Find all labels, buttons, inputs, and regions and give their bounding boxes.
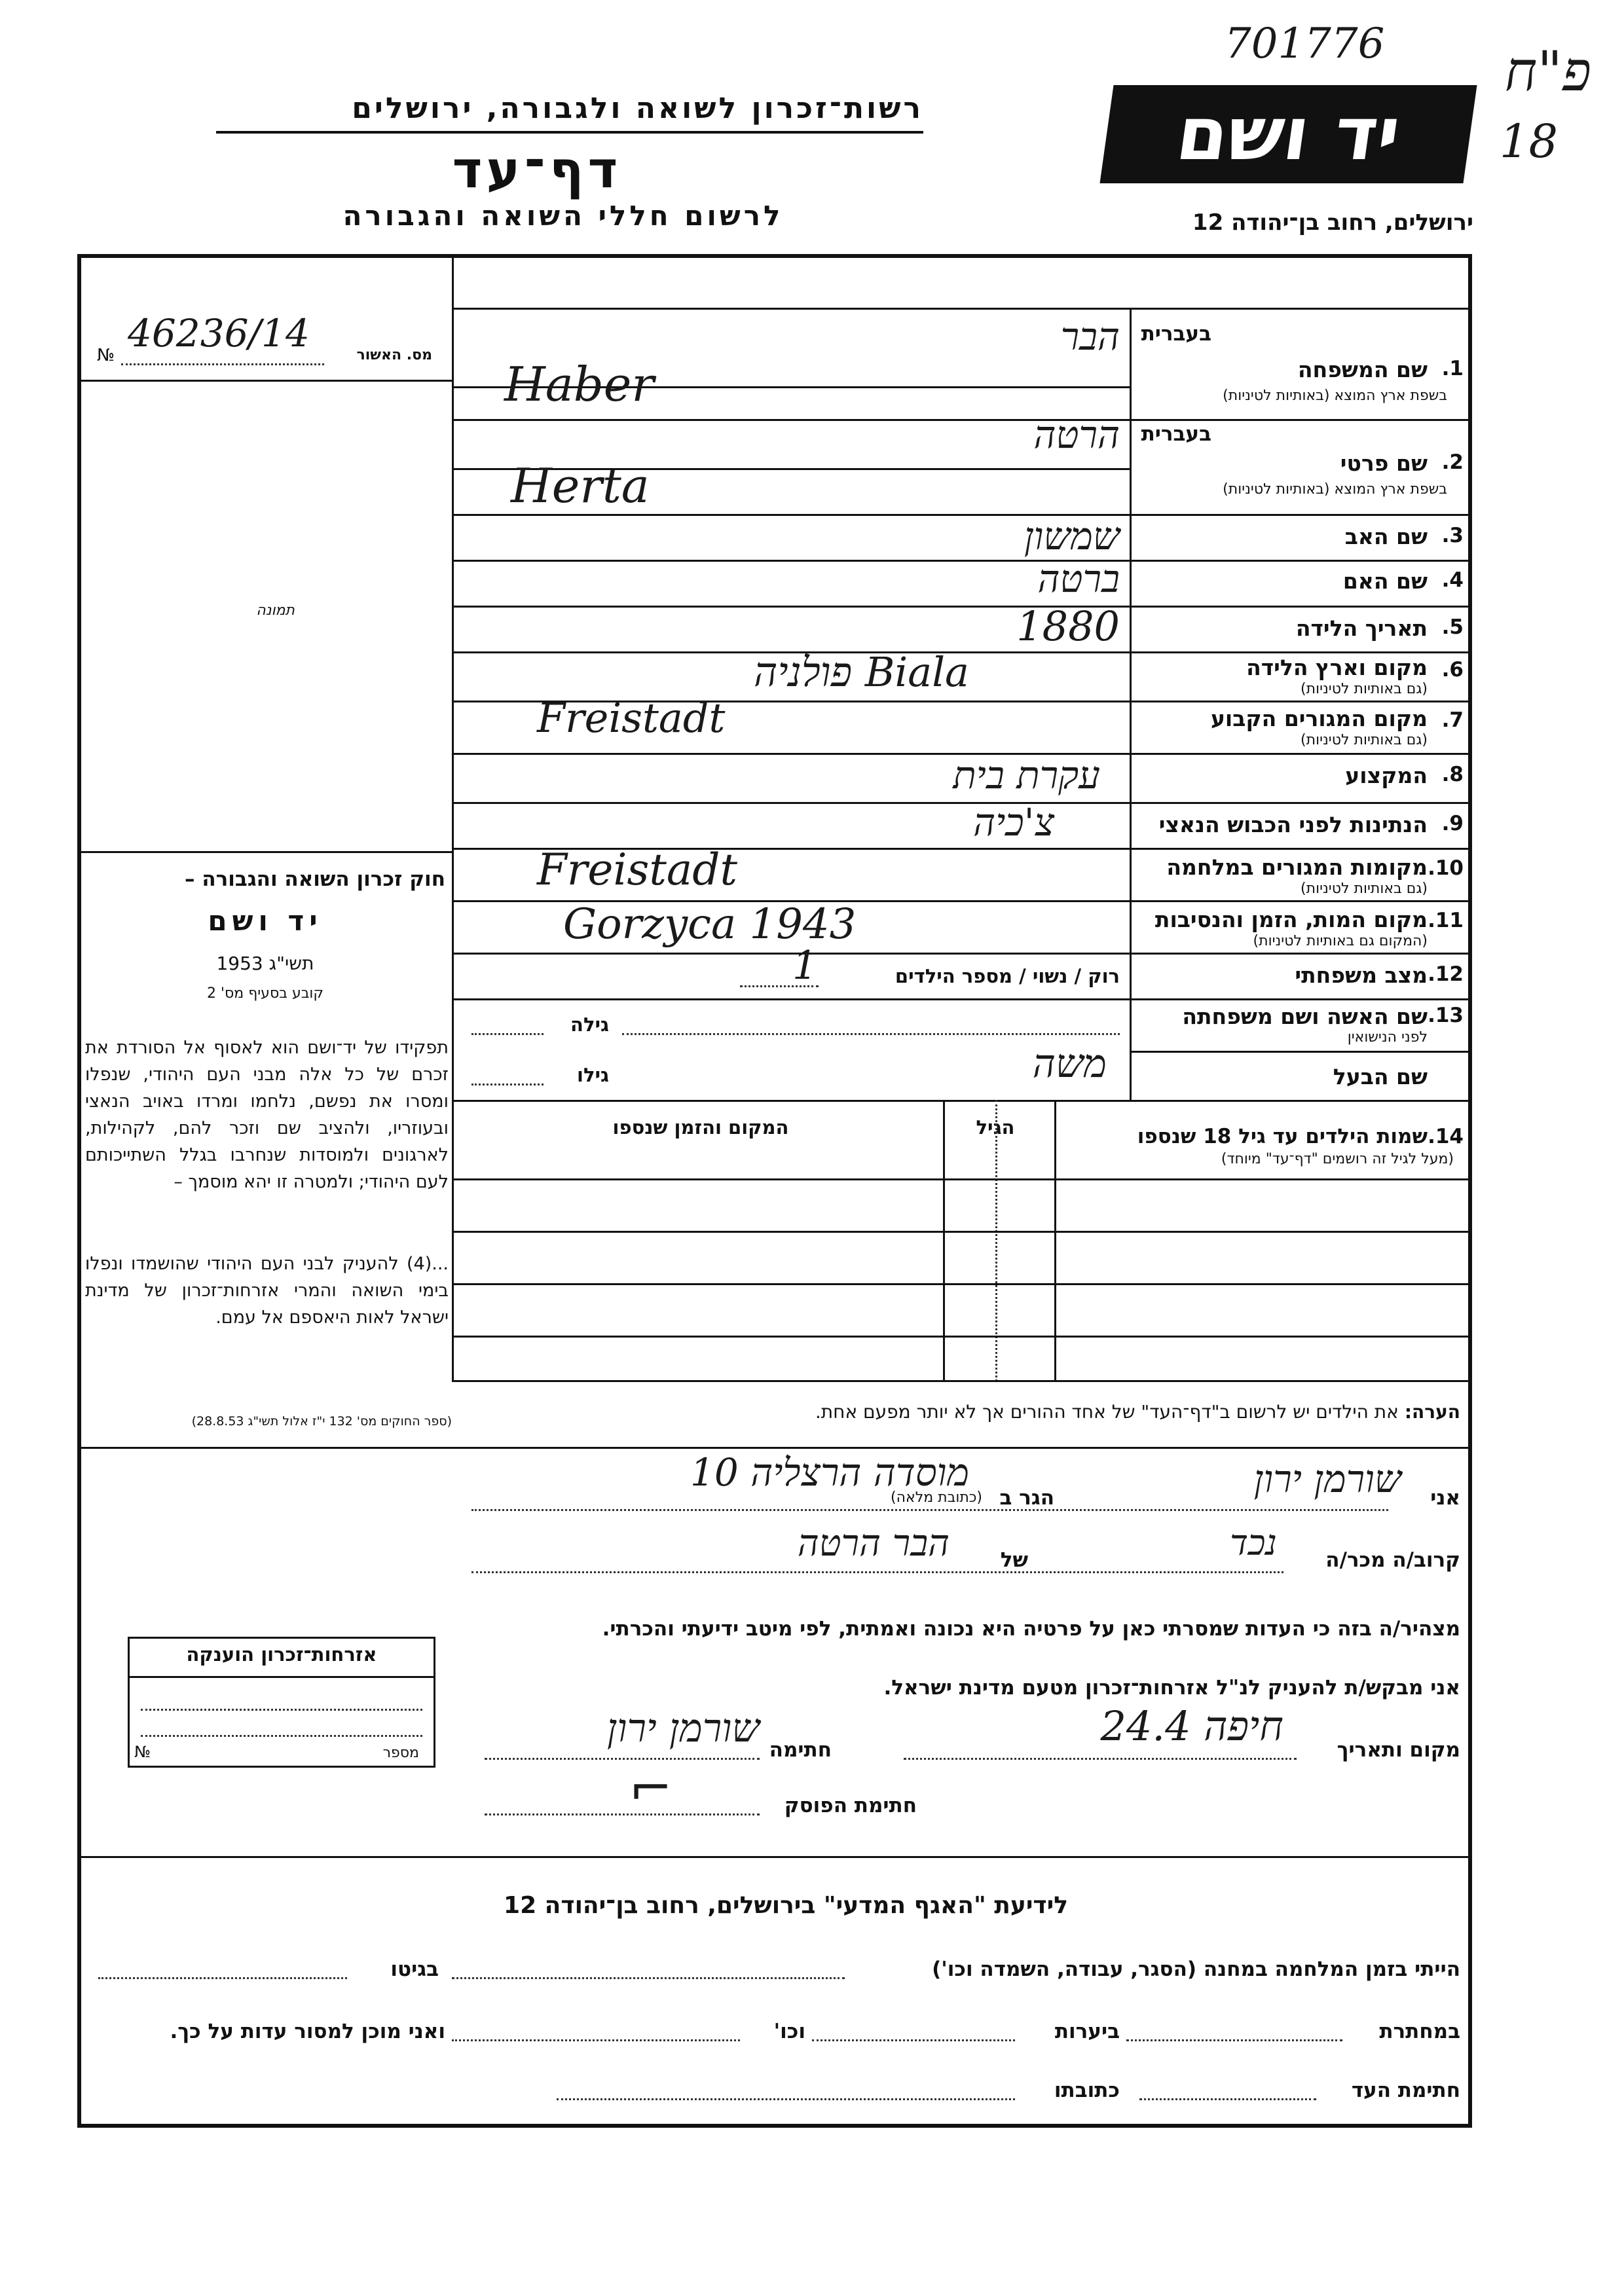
signature-value: שורמן ירון bbox=[606, 1705, 760, 1751]
footer-line-1-dots-2 bbox=[98, 1977, 347, 1979]
authority-line: רשות־זכרון לשואה ולגבורה, ירושלים bbox=[352, 92, 923, 125]
footer-line-2-dots-b bbox=[812, 2039, 1015, 2041]
row6-label: מקום וארץ הלידה bbox=[1246, 655, 1428, 680]
row11-bottom bbox=[452, 953, 1472, 955]
footer-line-2-d: ואני מוכן למסור עדות על כך. bbox=[170, 2020, 445, 2043]
footer-top-line bbox=[77, 1856, 1472, 1858]
address-value: מוסדה הרצליה 10 bbox=[690, 1450, 969, 1495]
children-line-1 bbox=[452, 1231, 1472, 1233]
footer-line-3-dots-b bbox=[557, 2098, 1015, 2100]
row7-label: מקום המגורים הקבוע bbox=[1210, 706, 1428, 731]
place-date-label: מקום ותאריך bbox=[1337, 1738, 1460, 1762]
row7-sub: (גם באותיות לטיניות) bbox=[1301, 732, 1428, 748]
signature-line bbox=[485, 1758, 760, 1760]
label-column-divider bbox=[1130, 308, 1132, 1100]
left-column-divider bbox=[452, 254, 454, 1380]
note-label: הערה: bbox=[1404, 1401, 1460, 1423]
row13-sub: לפני הנישואין bbox=[1347, 1029, 1428, 1046]
row2-hebrew-value: הרטה bbox=[1033, 412, 1120, 457]
row13-label: שם האשה ושם משפחתה bbox=[1182, 1004, 1428, 1029]
children-header-line bbox=[452, 1178, 1472, 1180]
row12-bottom bbox=[452, 998, 1472, 1000]
wife-age-label: גילה bbox=[570, 1013, 609, 1036]
row11-label: מקום המות, הזמן והנסיבות bbox=[1154, 907, 1428, 932]
footer-line-1: הייתי בזמן המלחמה במחנה (הסגר, עבודה, השמדה וכו') bbox=[932, 1958, 1460, 1981]
row14-number: 14. bbox=[1428, 1125, 1464, 1148]
declarant-name-value: שורמן ירון bbox=[1253, 1457, 1401, 1501]
footer-line-2-a: במחתרת bbox=[1379, 2020, 1460, 2043]
footer-line-1-end: בגיטו bbox=[390, 1958, 439, 1981]
corner-note-2: 18 bbox=[1500, 115, 1559, 168]
row6-number: 6. bbox=[1441, 658, 1464, 682]
law-reference: (ספר החוקים מס' 132 י"ז אלול תשי"ג 28.8.53) bbox=[191, 1414, 452, 1429]
children-count-line bbox=[740, 985, 819, 987]
place-date-line bbox=[904, 1758, 1297, 1760]
father-name-value: שמשון bbox=[1024, 514, 1120, 558]
law-year: תשי"ג 1953 bbox=[216, 953, 314, 974]
row8-number: 8. bbox=[1441, 763, 1464, 786]
form-subtitle: לרשום חללי השואה והגבורה bbox=[342, 200, 784, 232]
serial-value: 46236/14 bbox=[128, 311, 310, 355]
photo-box-bottom bbox=[77, 851, 452, 853]
husband-age-line bbox=[471, 1084, 544, 1085]
children-line-2 bbox=[452, 1283, 1472, 1285]
law-name: יד ושם bbox=[208, 905, 323, 937]
row12-number: 12. bbox=[1428, 962, 1464, 986]
serial-label: מס. האשור bbox=[356, 347, 432, 363]
row8-label: המקצוע bbox=[1345, 763, 1428, 788]
footer-line-3-a: חתימת העד bbox=[1351, 2079, 1460, 2102]
children-col-div-3 bbox=[995, 1100, 999, 1381]
children-col-place: המקום והזמן שנספו bbox=[612, 1116, 789, 1139]
children-col-age: הגיל bbox=[976, 1116, 1015, 1139]
residence-value: Freistadt bbox=[537, 694, 726, 742]
row13-bottom bbox=[452, 1100, 1472, 1102]
row2-latin-value: Herta bbox=[511, 458, 650, 513]
footer-line-3-b: כתובתו bbox=[1054, 2079, 1120, 2102]
footer-line-2-c: וכו' bbox=[773, 2020, 805, 2043]
row11-sub: (המקום גם באותיות לטיניות) bbox=[1253, 933, 1428, 949]
citizenship-line-1 bbox=[141, 1709, 422, 1711]
wife-name-line bbox=[622, 1033, 1120, 1035]
row5-number: 5. bbox=[1441, 615, 1464, 639]
relation-line bbox=[471, 1571, 1283, 1573]
officer-signature: ⌐ bbox=[629, 1758, 673, 1819]
declaration-1: מצהיר/ה בזה כי העדות שמסרתי כאן על פרטיה היא נכונה ואמתית, לפי מיטב ידיעתי והכרתי. bbox=[602, 1617, 1460, 1641]
address-line bbox=[471, 1509, 1388, 1511]
declaration-2: אני מבקש/ת להעניק לנ"ל אזרחות־זכרון מטעם מדינת ישראל. bbox=[883, 1676, 1460, 1700]
wife-age-line bbox=[471, 1033, 544, 1035]
row10-sub: (גם באותיות לטיניות) bbox=[1301, 881, 1428, 897]
row14-label: שמות הילדים עד גיל 18 שנספו bbox=[1137, 1125, 1428, 1148]
of-label: של bbox=[1000, 1548, 1028, 1572]
husband-age-label: גילו bbox=[577, 1064, 609, 1086]
serial-box-bottom bbox=[77, 380, 452, 382]
of-value: הבר הרטה bbox=[797, 1522, 950, 1565]
photo-label: תמונה bbox=[256, 602, 295, 619]
children-col-div-2 bbox=[943, 1100, 945, 1381]
row10-number: 10. bbox=[1428, 856, 1464, 880]
law-clause: קובע בסעיף מס' 2 bbox=[206, 985, 324, 1002]
officer-line bbox=[485, 1813, 760, 1815]
row5-label: תאריך הלידה bbox=[1295, 615, 1428, 641]
footer-line-2-b: ביערות bbox=[1054, 2020, 1120, 2043]
profession-value: עקרת בית bbox=[953, 753, 1100, 797]
wartime-residence-value: Freistadt bbox=[537, 845, 738, 895]
footer-line-2-dots-a bbox=[1126, 2039, 1342, 2041]
row1-sub: בשפת ארץ המוצא (באותיות לטיניות) bbox=[1223, 388, 1447, 404]
row1-latin-value: Haber bbox=[504, 357, 654, 412]
relative-label: קרוב/ה מכר/ה bbox=[1325, 1548, 1460, 1572]
row12-label: מצב משפחתי bbox=[1295, 962, 1428, 988]
row9-label: הנתינות לפני הכבוש הנאצי bbox=[1158, 812, 1428, 837]
row1-hebrew-tag: בעברית bbox=[1141, 322, 1211, 346]
note-bottom-line bbox=[77, 1447, 1472, 1449]
row1-label: שם המשפחה bbox=[1297, 357, 1428, 382]
row2-hebrew-tag: בעברית bbox=[1141, 422, 1211, 446]
place-date-value: חיפה 24.4 bbox=[1100, 1702, 1283, 1750]
law-text: תפקידו של יד־ושם הוא לאסוף אל הסורדת את זכרם של כל אלה מבני העם היהודי, שנפלו ומסרו את נפשם, נלחמו ומרדו באויב הנאצי ובעוזריו, ולהציב שם וזכר להם, לקהילות, לארגונים ולמוסדות שנחרבו בגלל השתייכותם לעם היהודי; ולמטרה זו יהא מוסמך – bbox=[85, 1038, 449, 1192]
note-text: את הילדים יש לרשום ב"דף־העד" של אחד ההורים אך לא יותר מפעם אחת. bbox=[815, 1401, 1399, 1423]
row4-number: 4. bbox=[1441, 568, 1464, 592]
row13-mid-line bbox=[1130, 1051, 1472, 1053]
law-text-2: ...(4) להעניק לבני העם היהודי שהושמדו ונפלו בימי השואה והמרי אזרחות־זכרון של מדינת ישראל לאות היאספם אל עמם. bbox=[85, 1254, 449, 1328]
resides-label: הגר ב bbox=[999, 1486, 1054, 1510]
row14-sub: (מעל לגיל זה רושמים "דף־עד" מיוחד) bbox=[1221, 1151, 1454, 1167]
children-col-div-1 bbox=[1054, 1100, 1056, 1381]
corner-note-1: פ"ח bbox=[1504, 39, 1591, 103]
citizenship-title: אזרחות־זכרון הוענקה bbox=[186, 1643, 377, 1666]
row13-number: 13. bbox=[1428, 1004, 1464, 1027]
mother-name-value: ברטה bbox=[1037, 556, 1120, 601]
row11-number: 11. bbox=[1428, 909, 1464, 932]
relation-value: נכד bbox=[1230, 1522, 1277, 1563]
children-count-value: 1 bbox=[792, 943, 818, 989]
row3-number: 3. bbox=[1441, 524, 1464, 547]
signature-label: חתימה bbox=[769, 1738, 832, 1762]
nationality-value: צ'כיה bbox=[973, 800, 1054, 845]
officer-label: חתימת הפוסק bbox=[784, 1794, 917, 1817]
children-line-3 bbox=[452, 1336, 1472, 1338]
row6-sub: (גם באותיות לטיניות) bbox=[1301, 681, 1428, 697]
husband-label: שם הבעל bbox=[1333, 1064, 1428, 1089]
note bbox=[655, 1401, 1460, 1423]
citizenship-number-label: מספר bbox=[382, 1745, 419, 1761]
form-title: דף־עד bbox=[452, 141, 622, 200]
footer-line-1-dots bbox=[452, 1977, 845, 1979]
citizenship-no-mark: № bbox=[134, 1743, 151, 1761]
marital-options: רוק / נשוי / מספר הילדים bbox=[895, 965, 1120, 987]
citizenship-title-line bbox=[128, 1676, 435, 1678]
row9-number: 9. bbox=[1441, 812, 1464, 835]
children-table-bottom bbox=[452, 1380, 1472, 1382]
birth-place-value: Biala פולניה bbox=[754, 648, 969, 696]
row3-label: שם האב bbox=[1344, 524, 1428, 549]
serial-no-mark: № bbox=[97, 346, 115, 365]
authority-underline bbox=[216, 131, 923, 134]
row2-sub: בשפת ארץ המוצא (באותיות לטיניות) bbox=[1223, 481, 1447, 498]
row2-number: 2. bbox=[1441, 450, 1464, 474]
law-title: חוק זכרון השואה והגבורה – bbox=[185, 867, 445, 891]
row7-number: 7. bbox=[1441, 708, 1464, 732]
row1-hebrew-value: הבר bbox=[1060, 314, 1120, 359]
address-line: ירושלים, רחוב בן־יהודה 12 bbox=[1192, 210, 1473, 236]
top-strip-line bbox=[452, 308, 1472, 310]
death-place-value: Gorzyca 1943 bbox=[563, 900, 857, 949]
serial-line bbox=[121, 363, 324, 365]
husband-name-value: משה bbox=[1032, 1041, 1107, 1087]
row10-label: מקומות המגורים במלחמה bbox=[1166, 854, 1428, 880]
top-number: 701776 bbox=[1225, 20, 1385, 68]
address-sub: (כתובת מלאה) bbox=[891, 1489, 982, 1506]
row4-label: שם האם bbox=[1342, 568, 1428, 594]
declarant-i-label: אני bbox=[1430, 1486, 1460, 1510]
row1-number: 1. bbox=[1441, 357, 1464, 380]
footer-title: לידיעת "האגף המדעי" בירושלים, רחוב בן־יהודה 12 bbox=[504, 1892, 1068, 1919]
yad-vashem-seal: יד ושם bbox=[1099, 85, 1477, 183]
footer-line-3-dots-a bbox=[1139, 2098, 1316, 2100]
footer-line-2-dots-c bbox=[452, 2039, 740, 2041]
birth-date-value: 1880 bbox=[1016, 602, 1120, 650]
citizenship-line-2 bbox=[141, 1735, 422, 1737]
row2-label: שם פרטי bbox=[1340, 450, 1428, 476]
